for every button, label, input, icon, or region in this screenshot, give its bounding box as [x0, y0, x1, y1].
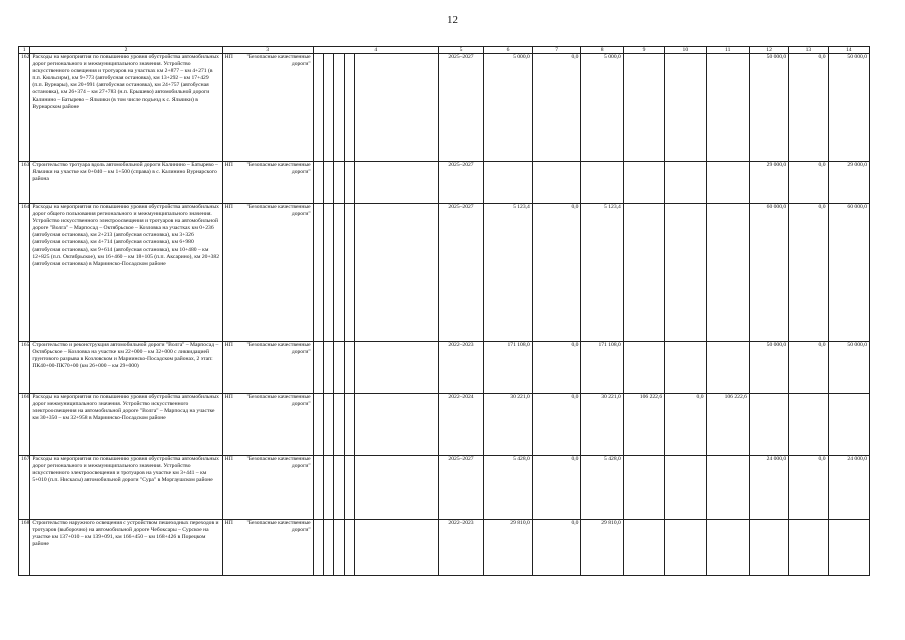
- program-line: [225, 456, 311, 470]
- row-value-c8: 5 000,0: [581, 54, 623, 162]
- row-col4-cell: [323, 162, 333, 204]
- row-value-c10: [665, 204, 706, 342]
- row-col4-cell: [344, 162, 354, 204]
- row-value-c14: 60 000,0: [828, 204, 870, 342]
- row-number: 166: [19, 394, 30, 456]
- row-period: 2025–2027: [438, 204, 483, 342]
- row-col4-cell: [334, 342, 344, 394]
- row-value-c8: [581, 162, 623, 204]
- row-value-c7: [532, 162, 581, 204]
- row-value-c12: [749, 520, 788, 576]
- row-value-c13: 0,0: [789, 54, 828, 162]
- row-period: 2022–2024: [438, 394, 483, 456]
- row-value-c10: 0,0: [665, 394, 706, 456]
- col-header-13: 13: [789, 47, 828, 54]
- row-period: 2022–2023: [438, 520, 483, 576]
- row-program: [222, 204, 313, 342]
- row-col4-cell: [344, 394, 354, 456]
- row-value-c10: [665, 54, 706, 162]
- row-col4-cell: [323, 456, 333, 520]
- row-col4-cell: [354, 204, 438, 342]
- row-value-c9: [623, 456, 664, 520]
- program-line: [225, 394, 311, 408]
- program-line: [225, 162, 311, 176]
- row-value-c11: [706, 342, 749, 394]
- budget-table: [18, 46, 870, 576]
- row-value-c14: 50 000,0: [828, 54, 870, 162]
- row-value-c7: 0,0: [532, 520, 581, 576]
- col-header-14: 14: [828, 47, 870, 54]
- row-col4-cell: [334, 54, 344, 162]
- row-col4-cell: [313, 204, 323, 342]
- row-col4-cell: [323, 520, 333, 576]
- row-value-c6: 29 810,0: [484, 520, 533, 576]
- col-header-10: 10: [665, 47, 706, 54]
- row-number: 167: [19, 456, 30, 520]
- program-code: НП: [224, 394, 233, 400]
- row-value-c7: 0,0: [532, 204, 581, 342]
- row-number: 165: [19, 342, 30, 394]
- row-program: [222, 394, 313, 456]
- row-value-c10: [665, 162, 706, 204]
- row-value-c10: [665, 520, 706, 576]
- row-period: 2025–2027: [438, 162, 483, 204]
- row-program: [222, 342, 313, 394]
- row-col4-cell: [344, 204, 354, 342]
- program-line: [225, 54, 311, 68]
- row-col4-cell: [313, 394, 323, 456]
- row-period: 2022–2023: [438, 342, 483, 394]
- row-value-c7: 0,0: [532, 54, 581, 162]
- row-description: Расходы на мероприятия по повышению уровня обустройства автомобильных дорог регионального и межмуниципального значения. Устройство искусственного освещения и тротуаров на участках км 2+877 – км 4+271 (в п.п. Кюльсирм), км 9+773 (автобусная остановка), км 13+292 – км 17+429 (п.п. Вурнары), км 20+991 (автобусная остановка), км 24+757 (автобусная остановка), км 26+374 – км 27+783 (н.п. Ерышево) автомобильной дороги Калинино – Батырево – Яльчики (в том числе подъезд к с. Яльчики) в Вурнарском районе: [30, 54, 222, 162]
- row-value-c11: [706, 204, 749, 342]
- row-col4-cell: [354, 394, 438, 456]
- row-col4-cell: [354, 54, 438, 162]
- row-description: Строительство наружного освещения с устройством пешеходных переходов и тротуаров (выборочно) на автомобильной дороге Чебоксары – Сурское на участке км 137+010 – км 139+091, км 166+450 – км 168+426 в Порецком районе: [30, 520, 222, 576]
- row-col4-cell: [313, 54, 323, 162]
- program-line: [225, 520, 311, 534]
- row-value-c11: [706, 162, 749, 204]
- row-col4-cell: [313, 456, 323, 520]
- col-header-4: 4: [313, 47, 438, 54]
- row-number: 168: [19, 520, 30, 576]
- table-row: [19, 456, 870, 520]
- row-value-c9: [623, 520, 664, 576]
- row-col4-cell: [354, 342, 438, 394]
- row-col4-cell: [354, 456, 438, 520]
- row-value-c12: 29 000,0: [749, 162, 788, 204]
- col-header-9: 9: [623, 47, 664, 54]
- row-value-c7: 0,0: [532, 342, 581, 394]
- row-value-c13: 0,0: [789, 204, 828, 342]
- row-period: 2025–2027: [438, 456, 483, 520]
- row-value-c9: [623, 342, 664, 394]
- row-value-c10: [665, 342, 706, 394]
- table-row: [19, 342, 870, 394]
- row-value-c9: [623, 204, 664, 342]
- row-value-c12: [749, 394, 788, 456]
- row-value-c13: [789, 394, 828, 456]
- row-value-c14: [828, 520, 870, 576]
- row-col4-cell: [344, 342, 354, 394]
- row-value-c6: 171 108,0: [484, 342, 533, 394]
- row-program: [222, 54, 313, 162]
- row-value-c8: 29 810,0: [581, 520, 623, 576]
- row-col4-cell: [334, 162, 344, 204]
- table-row: [19, 54, 870, 162]
- row-description: Расходы на мероприятия по повышению уровня обустройства автомобильных дорог регионального и межмуниципального значения. Устройство искусственного электроосвещения и тротуаров на участке км 3+441 – км 5+010 (п.п. Нискасы) автомобильной дороги "Сура" в Моргаушском районе: [30, 456, 222, 520]
- program-code: НП: [224, 204, 233, 210]
- col-header-5: 5: [438, 47, 483, 54]
- row-program: [222, 162, 313, 204]
- row-value-c9: [623, 162, 664, 204]
- page-number: 12: [447, 14, 458, 26]
- row-col4-cell: [323, 342, 333, 394]
- program-name: "Безопасные качественные дороги": [246, 204, 311, 218]
- row-col4-cell: [354, 520, 438, 576]
- table-row: [19, 520, 870, 576]
- row-value-c8: 5 428,0: [581, 456, 623, 520]
- program-code: НП: [224, 162, 233, 168]
- row-col4-cell: [334, 204, 344, 342]
- header-row: [19, 47, 870, 54]
- row-col4-cell: [313, 162, 323, 204]
- col-header-1: 1: [19, 47, 30, 54]
- row-value-c12: 50 000,0: [749, 54, 788, 162]
- row-value-c13: 0,0: [789, 162, 828, 204]
- row-program: [222, 520, 313, 576]
- row-value-c14: 24 000,0: [828, 456, 870, 520]
- row-description: Строительство и реконструкция автомобильной дороги "Волга" – Марпосад – Октябрьское – Козловка на участке км 22+000 – км 32+000 с ликвидацией грунтового разрыва в Козловском и Мариинско-Посадском районах, 2 этап: ПК40+00-ПК70+00 (км 26+000 – км 29+000): [30, 342, 222, 394]
- row-number: 164: [19, 204, 30, 342]
- row-col4-cell: [323, 394, 333, 456]
- col-header-12: 12: [749, 47, 788, 54]
- row-number: 163: [19, 162, 30, 204]
- row-col4-cell: [313, 520, 323, 576]
- row-value-c9: [623, 54, 664, 162]
- row-value-c11: [706, 54, 749, 162]
- row-value-c10: [665, 456, 706, 520]
- row-col4-cell: [334, 520, 344, 576]
- table-row: [19, 394, 870, 456]
- row-value-c14: [828, 394, 870, 456]
- row-value-c6: 5 123,4: [484, 204, 533, 342]
- program-code: НП: [224, 342, 233, 348]
- program-name: "Безопасные качественные дороги": [246, 162, 311, 176]
- col-header-6: 6: [484, 47, 533, 54]
- program-name: "Безопасные качественные дороги": [246, 520, 311, 534]
- program-code: НП: [224, 520, 233, 526]
- col-header-3: 3: [222, 47, 313, 54]
- row-value-c7: 0,0: [532, 456, 581, 520]
- row-value-c14: 50 000,0: [828, 342, 870, 394]
- col-header-11: 11: [706, 47, 749, 54]
- program-line: [225, 342, 311, 356]
- row-value-c14: 29 000,0: [828, 162, 870, 204]
- row-value-c7: 0,0: [532, 394, 581, 456]
- row-description: Расходы на мероприятия по повышению уровня обустройства автомобильных дорог общего пользования регионального и межмуниципального значения. Устройство искусственного электроосвещения и тротуаров на автомобильной дороге "Волга" – Марпосад – Октябрьское – Козловка на участках км 0+236 (автобусная остановка), км 2+213 (автобусная остановка), км 3+326 (автобусная остановка), км 4+714 (автобусная остановка), км 6+980 (автобусная остановка), км 9+614 (автобусная остановка), км 10+480 – км 12+825 (п.п. Октябрьское), км 16+460 – км 18+105 (п.п. Аксарино), км 20+382 (автобусная остановка) в Мариинско-Посадском районе: [30, 204, 222, 342]
- row-number: 162: [19, 54, 30, 162]
- program-code: НП: [224, 54, 233, 60]
- row-value-c6: 5 428,0: [484, 456, 533, 520]
- table-row: [19, 162, 870, 204]
- row-value-c6: [484, 162, 533, 204]
- row-col4-cell: [334, 394, 344, 456]
- row-program: [222, 456, 313, 520]
- row-value-c13: [789, 520, 828, 576]
- row-value-c13: 0,0: [789, 456, 828, 520]
- row-value-c13: 0,0: [789, 342, 828, 394]
- program-name: "Безопасные качественные дороги": [246, 54, 311, 68]
- row-col4-cell: [354, 162, 438, 204]
- program-name: "Безопасные качественные дороги": [246, 394, 311, 408]
- row-col4-cell: [344, 520, 354, 576]
- col-header-7: 7: [532, 47, 581, 54]
- row-description: Строительство тротуара вдоль автомобильной дороги Калинино – Батырево – Яльчики на участке км 0+040 – км 1+500 (справа) в с. Калинино Вурнарского района: [30, 162, 222, 204]
- program-line: [225, 204, 311, 218]
- row-value-c12: 60 000,0: [749, 204, 788, 342]
- row-value-c6: 30 221,0: [484, 394, 533, 456]
- row-period: 2025–2027: [438, 54, 483, 162]
- row-value-c8: 171 108,0: [581, 342, 623, 394]
- col-header-8: 8: [581, 47, 623, 54]
- row-value-c12: 50 000,0: [749, 342, 788, 394]
- row-col4-cell: [334, 456, 344, 520]
- program-name: "Безопасные качественные дороги": [246, 342, 311, 356]
- col-header-2: 2: [30, 47, 222, 54]
- row-value-c8: 5 123,4: [581, 204, 623, 342]
- row-description: Расходы на мероприятия по повышению уровня обустройства автомобильных дорог межмуниципального значения. Устройство искусственного электроосвещения на автомобильной дороге "Волга" – Марпосад на участке км 30+350 – км 32+958 в Мариинско-Посадском районе: [30, 394, 222, 456]
- row-value-c9: 106 222,6: [623, 394, 664, 456]
- row-col4-cell: [323, 204, 333, 342]
- row-value-c12: 24 000,0: [749, 456, 788, 520]
- program-name: "Безопасные качественные дороги": [246, 456, 311, 470]
- row-value-c11: 106 222,6: [706, 394, 749, 456]
- row-value-c6: 5 000,0: [484, 54, 533, 162]
- row-value-c11: [706, 456, 749, 520]
- row-col4-cell: [313, 342, 323, 394]
- row-col4-cell: [344, 54, 354, 162]
- row-value-c11: [706, 520, 749, 576]
- program-code: НП: [224, 456, 233, 462]
- row-col4-cell: [323, 54, 333, 162]
- table-row: [19, 204, 870, 342]
- row-value-c8: 30 221,0: [581, 394, 623, 456]
- row-col4-cell: [344, 456, 354, 520]
